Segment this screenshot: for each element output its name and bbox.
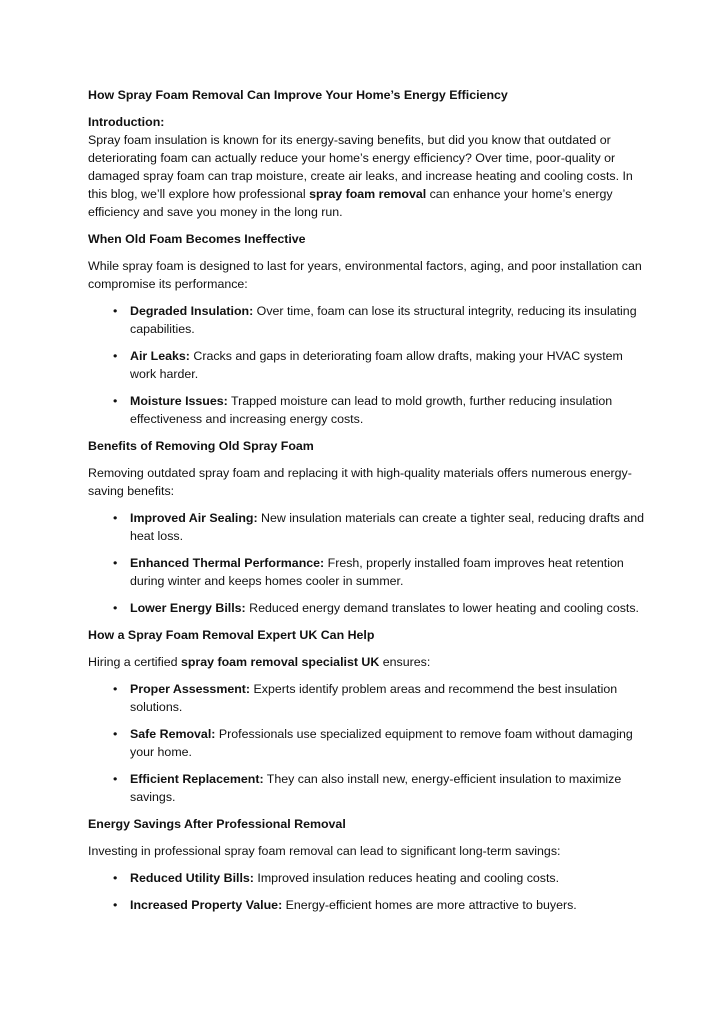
section-heading: Energy Savings After Professional Removal (88, 817, 346, 831)
list-item (88, 554, 648, 590)
item-term: Safe Removal: (130, 727, 216, 741)
item-text: They can also install new, energy-efficient insulation to maximize savings. (130, 772, 622, 804)
intro-heading: Introduction: (88, 115, 165, 129)
bullet-list (88, 302, 648, 428)
list-item (88, 347, 648, 383)
section-heading: When Old Foam Becomes Ineffective (88, 232, 306, 246)
list-item (88, 302, 648, 338)
list-item (88, 869, 648, 887)
item-term: Degraded Insulation: (130, 304, 254, 318)
section-intro-text: Investing in professional spray foam removal can lead to significant long-term savings: (88, 844, 561, 858)
item-text: Reduced energy demand translates to lower heating and cooling costs. (245, 601, 639, 615)
item-text: Over time, foam can lose its structural integrity, reducing its insulating capabilities. (130, 304, 637, 336)
document-page (88, 86, 648, 923)
item-text: Energy-efficient homes are more attractive to buyers. (282, 898, 577, 912)
item-term: Efficient Replacement: (130, 772, 264, 786)
item-term: Proper Assessment: (130, 682, 251, 696)
item-text: Improved insulation reduces heating and cooling costs. (253, 871, 560, 885)
bullet-list (88, 869, 648, 914)
section-heading: How a Spray Foam Removal Expert UK Can Help (88, 628, 375, 642)
list-item (88, 392, 648, 428)
list-item (88, 725, 648, 761)
bullet-icon: • (113, 601, 118, 615)
item-term: Reduced Utility Bills: (130, 871, 254, 885)
list-item (88, 770, 648, 806)
bullet-icon: • (113, 394, 118, 408)
item-text: Professionals use specialized equipment to remove foam without damaging your home. (130, 727, 633, 759)
section-intro (88, 842, 648, 860)
list-item (88, 509, 648, 545)
bullet-icon: • (113, 349, 118, 363)
item-term: Moisture Issues: (130, 394, 228, 408)
section-intro-text: Removing outdated spray foam and replacing it with high-quality materials offers numerous energy-saving benefits: (88, 466, 632, 498)
bullet-list (88, 680, 648, 806)
intro-text-before: Spray foam insulation is known for its energy-saving benefits, but did you know that outdated or deteriorating foam can actually reduce your home’s energy efficiency? Over time, poor-quality or damaged spray foam can trap moisture, create air leaks, and increase heating and cooling costs. In this blog, we’ll explore how professional (88, 133, 633, 201)
section-intro-text: Hiring a certified (88, 655, 181, 669)
item-term: Enhanced Thermal Performance: (130, 556, 325, 570)
item-term: Increased Property Value: (130, 898, 283, 912)
document-title: How Spray Foam Removal Can Improve Your Home’s Energy Efficiency (88, 88, 508, 102)
item-text: Trapped moisture can lead to mold growth, further reducing insulation effectiveness and increasing energy costs. (130, 394, 613, 426)
bullet-icon: • (113, 682, 118, 696)
bullet-icon: • (113, 304, 118, 318)
section-intro (88, 257, 648, 293)
item-text: Cracks and gaps in deteriorating foam allow drafts, making your HVAC system work harder. (130, 349, 623, 381)
item-text: Experts identify problem areas and recommend the best insulation solutions. (130, 682, 618, 714)
intro-bold-keyword: spray foam removal (309, 187, 427, 201)
item-text: Fresh, properly installed foam improves heat retention during winter and keeps homes cooler in summer. (130, 556, 624, 588)
intro-text-after: can enhance your home’s energy efficiency and save you money in the long run. (88, 187, 613, 219)
section-heading: Benefits of Removing Old Spray Foam (88, 439, 314, 453)
intro-paragraph (88, 131, 648, 221)
section-intro-text: While spray foam is designed to last for years, environmental factors, aging, and poor installation can compromise its performance: (88, 259, 642, 291)
item-text: New insulation materials can create a tighter seal, reducing drafts and heat loss. (130, 511, 644, 543)
item-term: Improved Air Sealing: (130, 511, 258, 525)
bullet-icon: • (113, 871, 118, 885)
list-item (88, 680, 648, 716)
section-intro-bold: spray foam removal specialist UK (180, 655, 380, 669)
bullet-icon: • (113, 727, 118, 741)
bullet-icon: • (113, 556, 118, 570)
section-intro (88, 653, 648, 671)
section-intro-text-after: ensures: (379, 655, 431, 669)
section-intro (88, 464, 648, 500)
bullet-icon: • (113, 898, 118, 912)
item-term: Air Leaks: (130, 349, 190, 363)
bullet-icon: • (113, 772, 118, 786)
list-item (88, 599, 648, 617)
bullet-list (88, 509, 648, 617)
bullet-icon: • (113, 511, 118, 525)
item-term: Lower Energy Bills: (130, 601, 246, 615)
list-item (88, 896, 648, 914)
